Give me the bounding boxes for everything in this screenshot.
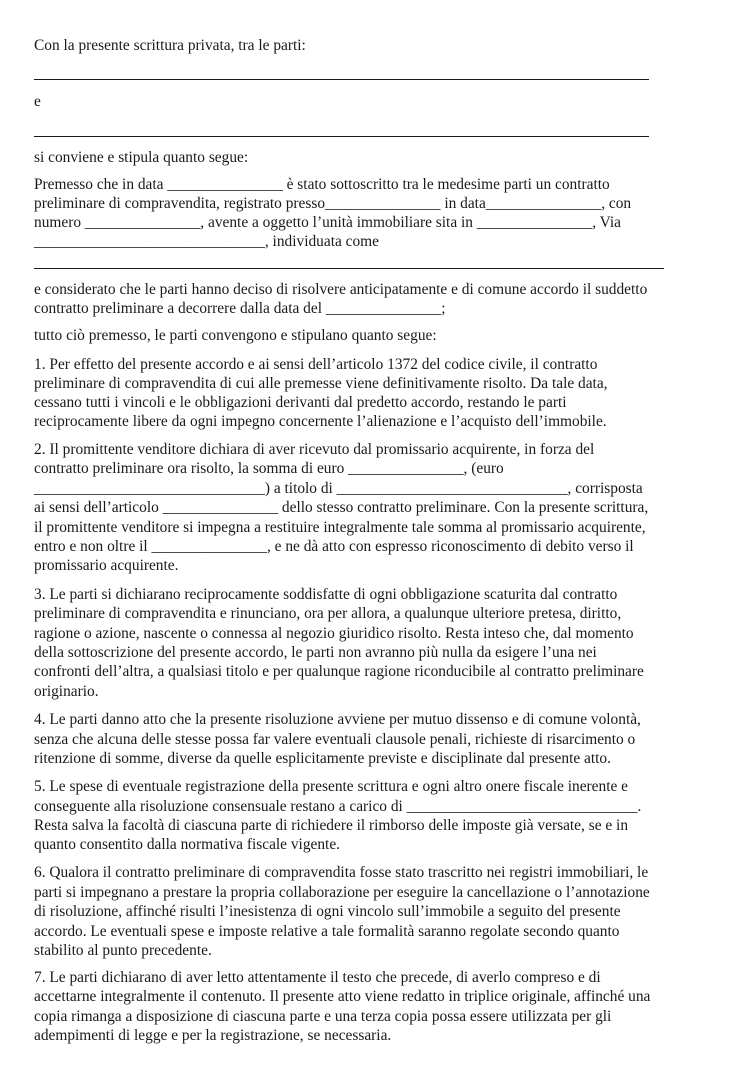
clause-2-line: ______________________________) a titolo di ______________________________, corrisposta (34, 480, 643, 497)
between-line: e (34, 93, 41, 110)
clause-1-line: preliminare di compravendita di cui alle premesse viene definitivamente risolto. Da tale data, (34, 375, 608, 392)
clause-1-line: cessano tutti i vincoli e le obbligazioni derivanti dal predetto accordo, restando le parti (34, 394, 567, 411)
clause-2-line: ai sensi dell’articolo _______________ dello stesso contratto preliminare. Con la presente scrittura, (34, 499, 649, 516)
clause-4-line: ritenzione di somme, diverse da quelle esplicitamente previste e disciplinate dal presente atto. (34, 750, 611, 767)
clause-2-line: il promittente venditore si impegna a restituire integralmente tale somma al promissario acquirente, (34, 519, 646, 536)
premised-line: tutto ciò premesso, le parti convengono e stipulano quanto segue: (34, 327, 437, 344)
agree-line: si conviene e stipula quanto segue: (34, 149, 249, 166)
clause-2-line: promissario acquirente. (34, 557, 179, 574)
premise-line: Premesso che in data _______________ è stato sottoscritto tra le medesime parti un contratto (34, 176, 610, 193)
clause-2-line: 2. Il promittente venditore dichiara di aver ricevuto dal promissario acquirente, in forza del (34, 441, 595, 458)
clause-3-line: confronti dell’altra, a qualsiasi titolo e per qualunque ragione riconducibile al contratto preliminare (34, 663, 644, 680)
clause-7-line: copia rimanga a disposizione di ciascuna parte e una terza copia possa essere utilizzata per gli (34, 1008, 612, 1025)
clause-4-line: senza che alcuna delle stesse possa far valere eventuali clausole penali, richieste di risarcimento o (34, 731, 636, 748)
clause-3-line: ragione o azione, nascente o connessa al negozio giuridico risolto. Resta inteso che, dal momento (34, 625, 634, 642)
clause-5-line: conseguente alla risoluzione consensuale restano a carico di ______________________________. (34, 798, 642, 815)
premise-line: preliminare di compravendita, registrato presso_______________ in data_______________, con (34, 195, 632, 212)
considered-line: e considerato che le parti hanno deciso di risolvere anticipatamente e di comune accordo il suddetto (34, 281, 648, 298)
clause-6-line: accordo. Le eventuali spese e imposte relative a tale formalità saranno regolate secondo quanto (34, 923, 620, 940)
intro-line: Con la presente scrittura privata, tra le parti: (34, 37, 306, 54)
clause-3-line: preliminare di compravendita e rinunciano, ora per allora, a qualunque ulteriore pretesa, diritto, (34, 605, 622, 622)
clause-6-line: di risoluzione, affinché risulti l’inesistenza di ogni vincolo sull’immobile a seguito del presente (34, 903, 621, 920)
clause-5-line: Resta salva la facoltà di ciascuna parte di richiedere il rimborso delle imposte già versate, se e in (34, 817, 629, 834)
clause-6-line: parti si impegnano a prestare la propria collaborazione per eseguire la cancellazione o l’annotazione (34, 884, 650, 901)
clause-5-line: quanto consentito dalla normativa fiscale vigente. (34, 836, 341, 853)
clause-2-line: contratto preliminare ora risolto, la somma di euro _______________, (euro (34, 460, 504, 477)
clause-3-line: della sottoscrizione del presente accordo, le parti non avranno più nulla da esigere l’una nei (34, 644, 597, 661)
party-two-blank (34, 136, 649, 137)
clause-5-line: 5. Le spese di eventuale registrazione della presente scrittura e ogni altro onere fiscale inerente e (34, 778, 628, 795)
clause-7-line: adempimenti di legge e per la registrazione, se necessaria. (34, 1027, 392, 1044)
party-one-blank (34, 79, 649, 80)
property-description-blank (34, 268, 664, 269)
clause-7-line: accettarne integralmente il contenuto. Il presente atto viene redatto in triplice originale, affinché una (34, 988, 651, 1005)
clause-3-line: originario. (34, 683, 99, 700)
clause-3-line: 3. Le parti si dichiarano reciprocamente soddisfatte di ogni obbligazione scaturita dal contratto (34, 586, 618, 603)
clause-2-line: entro e non oltre il _______________, e ne dà atto con espresso riconoscimento di debito verso il (34, 538, 634, 555)
clause-1-line: 1. Per effetto del presente accordo e ai sensi dell’articolo 1372 del codice civile, il contratto (34, 356, 598, 373)
premise-line: numero _______________, avente a oggetto l’unità immobiliare sita in _______________, Via (34, 214, 621, 231)
clause-1-line: reciprocamente libere da ogni impegno concernente l’alienazione e l’acquisto dell’immobile. (34, 413, 607, 430)
premise-line: ______________________________, individuata come (34, 233, 379, 250)
clause-6-line: stabilito al punto precedente. (34, 942, 212, 959)
considered-line: contratto preliminare a decorrere dalla data del _______________; (34, 300, 446, 317)
clause-6-line: 6. Qualora il contratto preliminare di compravendita fosse stato trascritto nei registri immobiliari, le (34, 864, 649, 881)
clause-4-line: 4. Le parti danno atto che la presente risoluzione avviene per mutuo dissenso e di comune volontà, (34, 711, 641, 728)
clause-7-line: 7. Le parti dichiarano di aver letto attentamente il testo che precede, di averlo compreso e di (34, 969, 601, 986)
